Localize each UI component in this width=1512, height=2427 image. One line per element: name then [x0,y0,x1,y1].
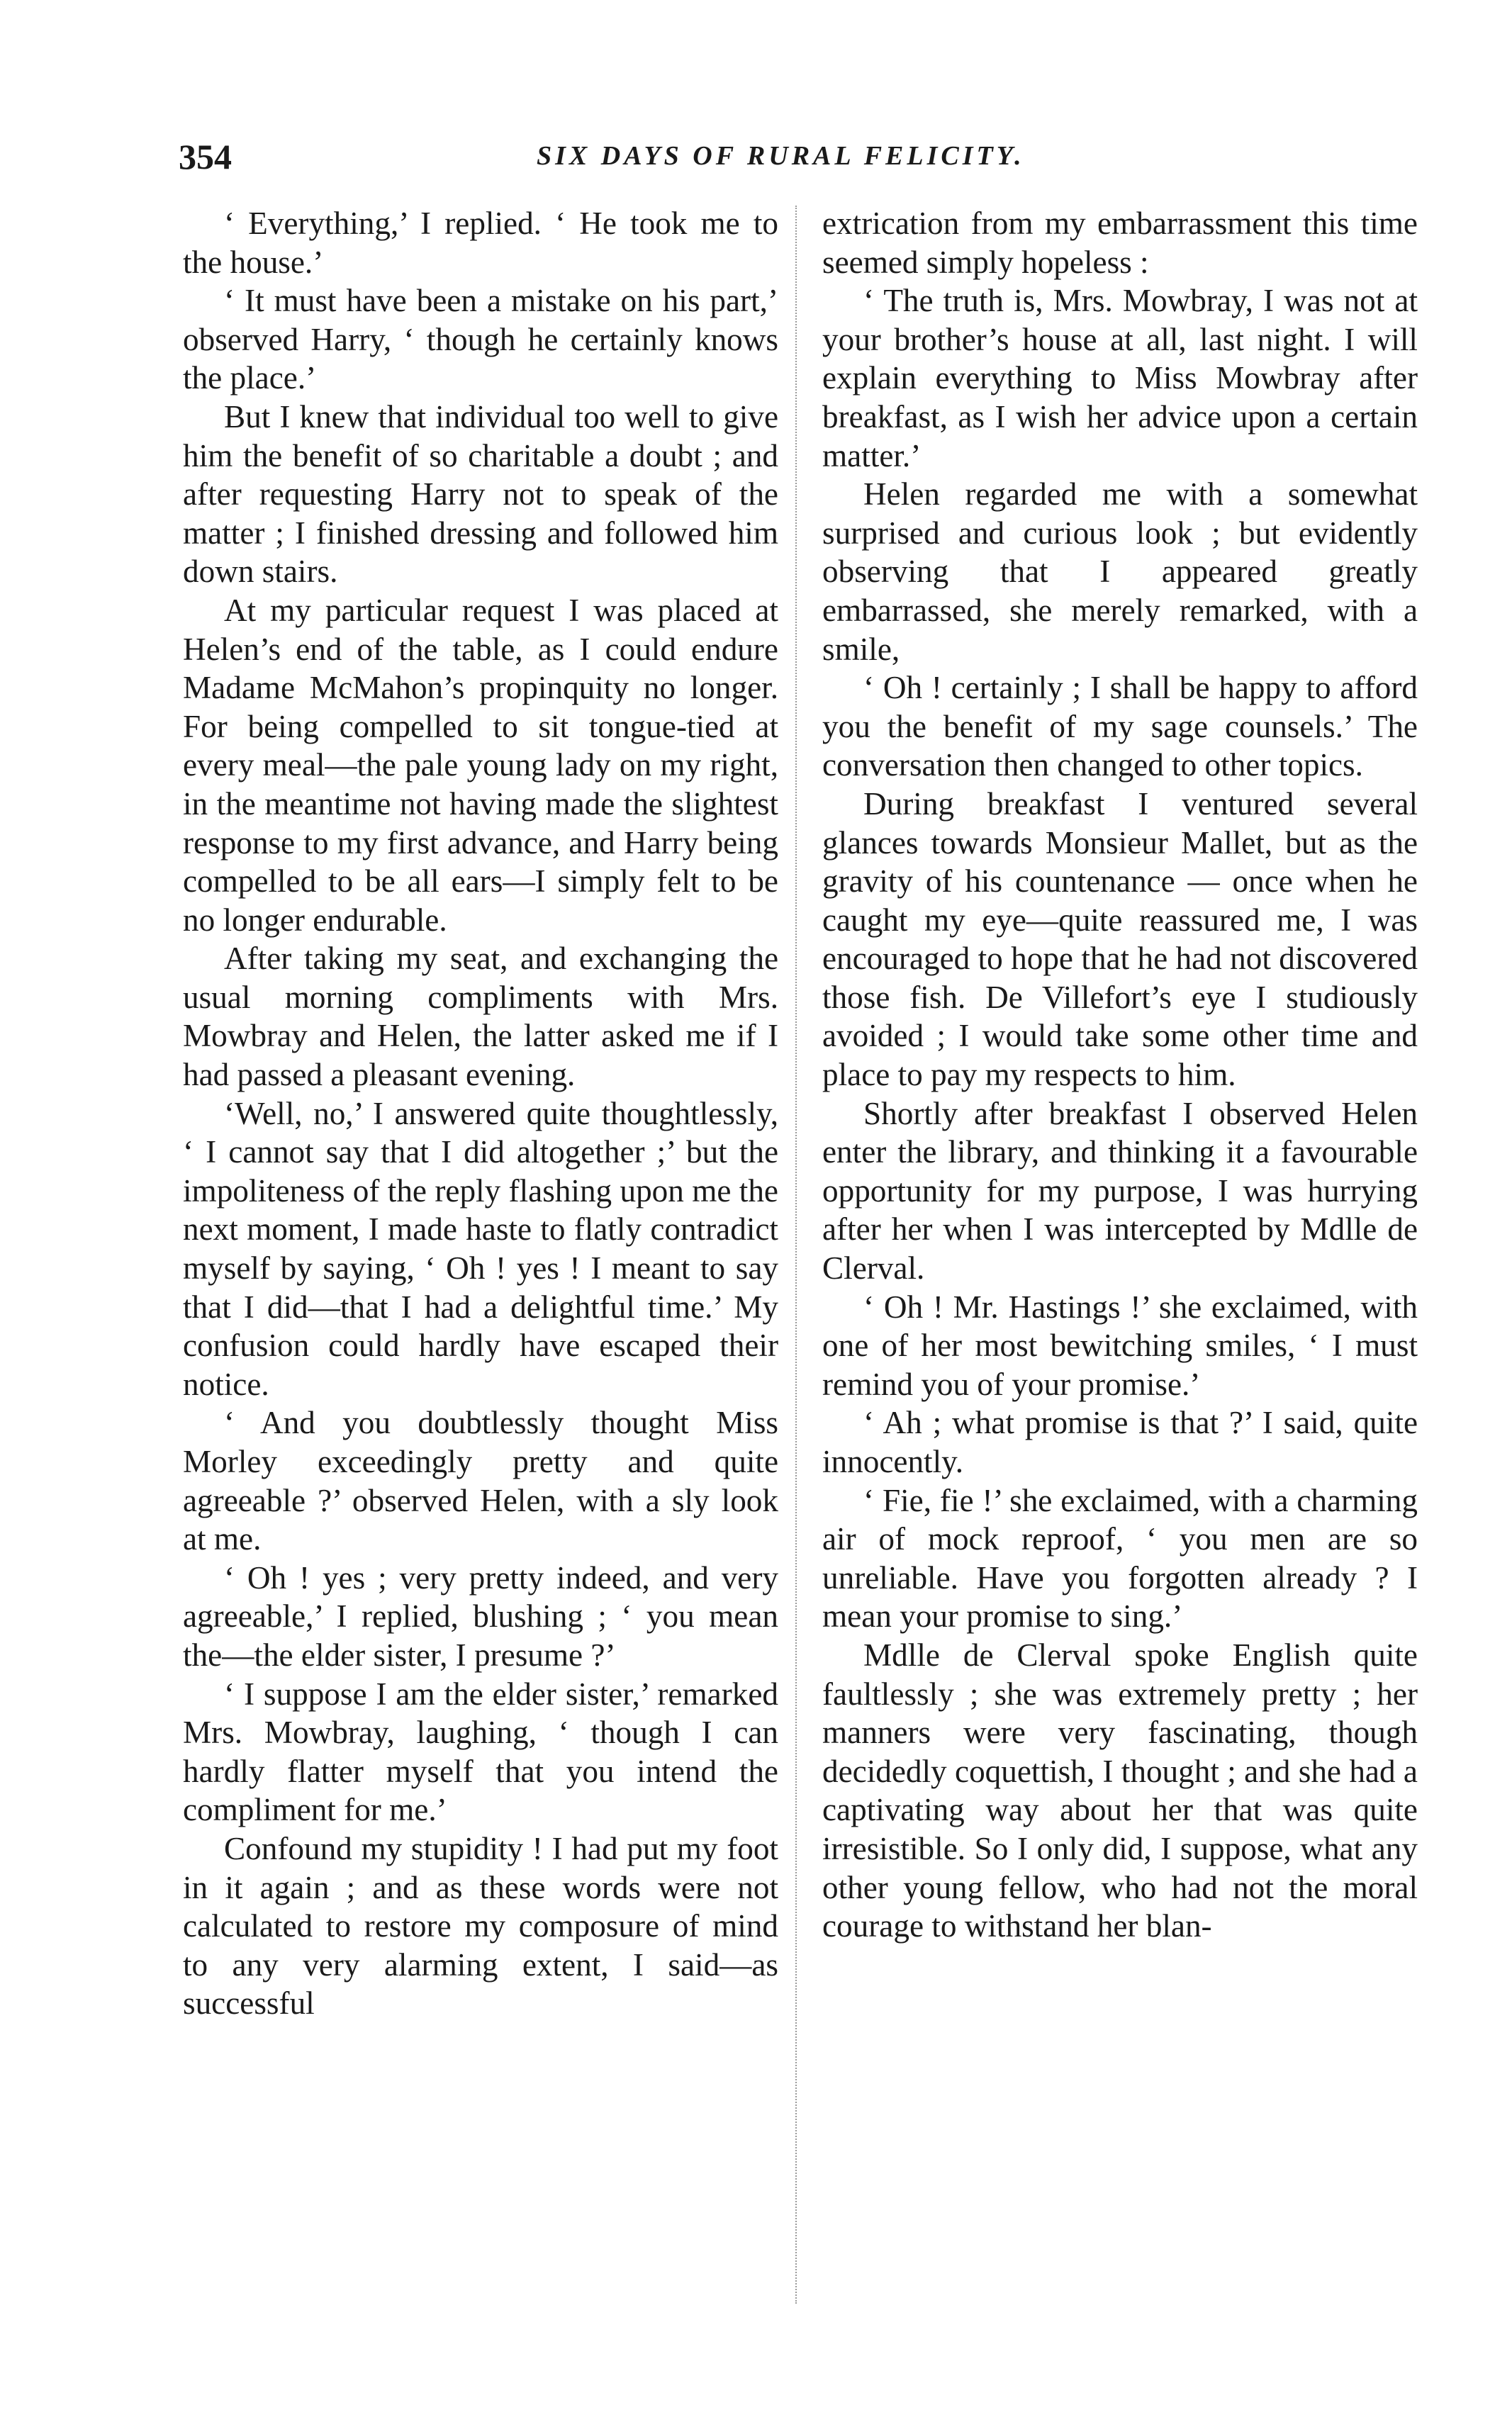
paragraph: But I knew that individual too well to give him the benefit of so charitable a doubt ; and after requesting Harry not to speak of the matter ; I finished dressing and followed him down stairs. [183,398,778,590]
paragraph-continuation: extrication from my embarrassment this time seemed simply hopeless : [822,206,1418,280]
paragraph: ‘ And you doubtlessly thought Miss Morley exceedingly pretty and quite agreeable ?’ observed Helen, with a sly look at me. [183,1405,778,1557]
paragraph: ‘ Oh ! Mr. Hastings !’ she exclaimed, with one of her most bewitching smiles, ‘ I must remind you of your promise.’ [822,1289,1418,1402]
paragraph: ‘ The truth is, Mrs. Mowbray, I was not at your brother’s house at all, last night. I will explain everything to Miss Mowbray after breakfast, as I wish her advice upon a certain matter.’ [822,283,1418,473]
page-header [179,136,1455,186]
paragraph: ‘ It must have been a mistake on his part,’ observed Harry, ‘ though he certainly knows the place.’ [183,283,778,396]
column-divider [795,206,797,2304]
paragraph: ‘ Oh ! yes ; very pretty indeed, and very agreeable,’ I replied, blushing ; ‘ you mean the—the elder sister, I presume ?’ [183,1559,778,1673]
paragraph: Mdlle de Clerval spoke English quite faultlessly ; she was extremely pretty ; her manners were very fascinating, though decidedly coquettish, I thought ; and she had a captivating way about her that was quite irresistible. So I only did, I suppose, what any other young fellow, who had not the moral courage to withstand her blan- [822,1637,1418,1944]
paragraph: At my particular request I was placed at Helen’s end of the table, as I could endure Madame McMahon’s propinquity no longer. For being compelled to sit tongue-tied at every meal—the pale young lady on my right, in the meantime not having made the slightest response to my first advance, and Harry being compelled to be all ears—I simply felt to be no longer endurable. [183,592,778,938]
paragraph: Shortly after breakfast I observed Helen enter the library, and thinking it a favourable opportunity for my purpose, I was hurrying after her when I was intercepted by Mdlle de Clerval. [822,1095,1418,1287]
paragraph: ‘Well, no,’ I answered quite thoughtlessly, ‘ I cannot say that I did altogether ;’ but the impoliteness of the reply flashing upon me the next moment, I made haste to flatly contradict myself by saying, ‘ Oh ! yes ! I meant to say that I did—that I had a delightful time.’ My confusion could hardly have escaped their notice. [183,1095,778,1402]
left-column [183,204,778,2023]
right-column [822,204,1418,1946]
paragraph: Confound my stupidity ! I had put my foot in it again ; and as these words were not calculated to restore my composure of mind to any very alarming extent, I said—as successful [183,1830,778,2022]
paragraph: ‘ Oh ! certainly ; I shall be happy to afford you the benefit of my sage counsels.’ The conversation then changed to other topics. [822,670,1418,783]
paragraph: After taking my seat, and exchanging the usual morning compliments with Mrs. Mowbray and Helen, the latter asked me if I had passed a pleasant evening. [183,941,778,1093]
paragraph: During breakfast I ventured several glances towards Monsieur Mallet, but as the gravity of his countenance — once when he caught my eye—quite reassured me, I was encouraged to hope that he had not discovered those fish. De Villefort’s eye I studiously avoided ; I would take some other time and place to pay my respects to him. [822,785,1418,1093]
paragraph: Helen regarded me with a somewhat surprised and curious look ; but evidently observing that I appeared greatly embarrassed, she merely remarked, with a smile, [822,476,1418,667]
paragraph: ‘ I suppose I am the elder sister,’ remarked Mrs. Mowbray, laughing, ‘ though I can hardly flatter myself that you intend the compliment for me.’ [183,1676,778,1828]
page-number: 354 [179,137,232,176]
paragraph: ‘ Everything,’ I replied. ‘ He took me to the house.’ [183,206,778,280]
paragraph: ‘ Ah ; what promise is that ?’ I said, quite innocently. [822,1405,1418,1479]
running-title: SIX DAYS OF RURAL FELICITY. [537,141,1025,171]
paragraph: ‘ Fie, fie !’ she exclaimed, with a charming air of mock reproof, ‘ you men are so unreliable. Have you forgotten already ? I mean your promise to sing.’ [822,1482,1418,1635]
